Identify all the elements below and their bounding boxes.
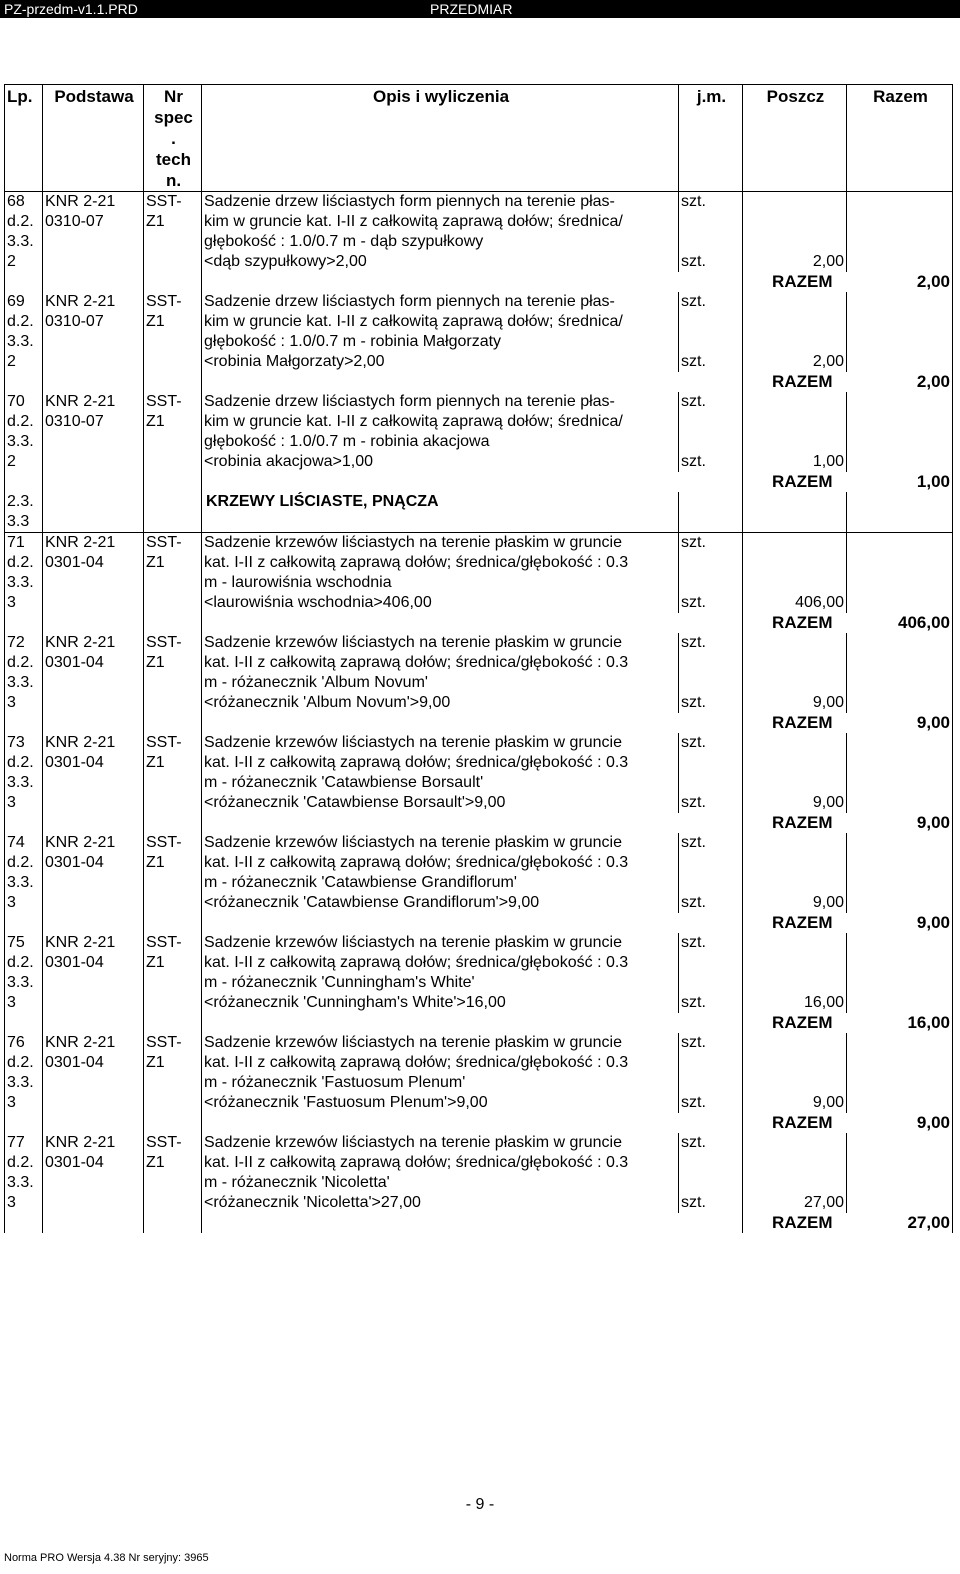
item-qty-empty <box>743 292 847 352</box>
measurement-unit: szt. <box>679 593 743 613</box>
item-spec: SST- Z1 <box>144 633 202 733</box>
file-name: PZ-przedm-v1.1.PRD <box>4 1 138 17</box>
total-spacer <box>679 472 743 492</box>
item-number: 75 d.2. 3.3. 3 <box>5 933 43 1033</box>
measurement-label: <robinia Małgorzaty>2,00 <box>202 352 679 372</box>
item-description: Sadzenie krzewów liściastych na terenie płaskim w gruncie kat. I-II z całkowitą zaprawą dołów; średnica/głębokość : 0.3 m - różanecznik 'Catawbiense Grandiflorum' <box>202 833 679 893</box>
item-number: 72 d.2. 3.3. 3 <box>5 633 43 733</box>
measurement-qty: 2,00 <box>743 352 847 372</box>
software-footer: Norma PRO Wersja 4.38 Nr seryjny: 3965 <box>4 1552 209 1564</box>
total-spacer <box>679 813 743 833</box>
item-qty-empty <box>743 392 847 452</box>
measurement-unit: szt. <box>679 893 743 913</box>
table-row <box>5 733 953 793</box>
item-unit: szt. <box>679 533 743 594</box>
total-spacer <box>202 813 679 833</box>
measurement-unit: szt. <box>679 1093 743 1113</box>
table-body-shrubs <box>5 533 953 1234</box>
measurement-label: <różanecznik 'Cunningham's White'>16,00 <box>202 993 679 1013</box>
total-spacer <box>679 1013 743 1033</box>
measurement-unit: szt. <box>679 693 743 713</box>
measurement-total-empty <box>847 452 953 472</box>
item-description: Sadzenie krzewów liściastych na terenie płaskim w gruncie kat. I-II z całkowitą zaprawą dołów; średnica/głębokość : 0.3 m - różanecznik 'Fastuosum Plenum' <box>202 1033 679 1093</box>
razem-label: RAZEM <box>743 472 847 492</box>
razem-label: RAZEM <box>743 1113 847 1133</box>
item-number: 70 d.2. 3.3. 2 <box>5 392 43 492</box>
item-unit: szt. <box>679 933 743 993</box>
item-spec: SST- Z1 <box>144 733 202 833</box>
table-row <box>5 1033 953 1093</box>
item-spec: SST- Z1 <box>144 1133 202 1233</box>
item-spec: SST- Z1 <box>144 292 202 392</box>
section-empty-base <box>43 492 144 533</box>
item-qty-empty <box>743 533 847 594</box>
item-basis: KNR 2-21 0301-04 <box>43 733 144 833</box>
cost-estimate-table <box>4 84 953 1233</box>
razem-label: RAZEM <box>743 813 847 833</box>
item-unit: szt. <box>679 292 743 352</box>
col-header-unit: j.m. <box>679 85 743 192</box>
measurement-qty: 2,00 <box>743 252 847 272</box>
razem-value: 406,00 <box>847 613 953 633</box>
document-title: PRZEDMIAR <box>430 1 513 17</box>
total-spacer <box>202 1213 679 1233</box>
measurement-qty: 406,00 <box>743 593 847 613</box>
item-qty-empty <box>743 192 847 253</box>
item-spec: SST- Z1 <box>144 392 202 492</box>
measurement-label: <różanecznik 'Catawbiense Borsault'>9,00 <box>202 793 679 813</box>
razem-value: 9,00 <box>847 1113 953 1133</box>
razem-value: 9,00 <box>847 713 953 733</box>
measurement-qty: 9,00 <box>743 693 847 713</box>
table-row <box>5 392 953 452</box>
total-spacer <box>679 372 743 392</box>
item-number: 76 d.2. 3.3. 3 <box>5 1033 43 1133</box>
section-title: KRZEWY LIŚCIASTE, PNĄCZA <box>202 492 679 533</box>
razem-label: RAZEM <box>743 272 847 292</box>
item-basis: KNR 2-21 0310-07 <box>43 292 144 392</box>
total-spacer <box>202 272 679 292</box>
measurement-label: <różanecznik 'Fastuosum Plenum'>9,00 <box>202 1093 679 1113</box>
measurement-label: <różanecznik 'Album Novum'>9,00 <box>202 693 679 713</box>
total-spacer <box>679 713 743 733</box>
total-spacer <box>679 613 743 633</box>
total-spacer <box>202 472 679 492</box>
total-spacer <box>202 613 679 633</box>
item-total-empty <box>847 392 953 452</box>
measurement-unit: szt. <box>679 252 743 272</box>
item-unit: szt. <box>679 192 743 253</box>
item-basis: KNR 2-21 0301-04 <box>43 933 144 1033</box>
total-spacer <box>679 1113 743 1133</box>
measurement-total-empty <box>847 1093 953 1113</box>
table-row <box>5 192 953 253</box>
measurement-total-empty <box>847 593 953 613</box>
measurement-label: <robinia akacjowa>1,00 <box>202 452 679 472</box>
table-body-trees <box>5 192 953 493</box>
total-spacer <box>202 372 679 392</box>
section-empty-spec <box>144 492 202 533</box>
razem-value: 27,00 <box>847 1213 953 1233</box>
measurement-qty: 9,00 <box>743 793 847 813</box>
table-row <box>5 292 953 352</box>
item-total-empty <box>847 292 953 352</box>
item-spec: SST- Z1 <box>144 192 202 293</box>
razem-value: 16,00 <box>847 1013 953 1033</box>
item-total-empty <box>847 933 953 993</box>
col-header-total: Razem <box>847 85 953 192</box>
total-spacer <box>679 272 743 292</box>
item-qty-empty <box>743 633 847 693</box>
table-header-row <box>5 85 953 192</box>
measurement-label: <dąb szypułkowy>2,00 <box>202 252 679 272</box>
page-number: - 9 - <box>465 1496 495 1513</box>
measurement-qty: 27,00 <box>743 1193 847 1213</box>
item-unit: szt. <box>679 392 743 452</box>
measurement-qty: 9,00 <box>743 893 847 913</box>
item-qty-empty <box>743 733 847 793</box>
measurement-qty: 1,00 <box>743 452 847 472</box>
measurement-total-empty <box>847 993 953 1013</box>
item-unit: szt. <box>679 833 743 893</box>
total-spacer <box>202 1113 679 1133</box>
item-description: Sadzenie krzewów liściastych na terenie płaskim w gruncie kat. I-II z całkowitą zaprawą dołów; średnica/głębokość : 0.3 m - laurowiśnia wschodnia <box>202 533 679 594</box>
measurement-qty: 16,00 <box>743 993 847 1013</box>
total-spacer <box>202 713 679 733</box>
item-spec: SST- Z1 <box>144 833 202 933</box>
item-total-empty <box>847 1133 953 1193</box>
item-basis: KNR 2-21 0310-07 <box>43 392 144 492</box>
razem-value: 2,00 <box>847 272 953 292</box>
item-unit: szt. <box>679 1033 743 1093</box>
top-header-bar <box>0 0 960 18</box>
item-basis: KNR 2-21 0301-04 <box>43 1133 144 1233</box>
measurement-total-empty <box>847 893 953 913</box>
measurement-unit: szt. <box>679 793 743 813</box>
col-header-base: Podstawa <box>43 85 144 192</box>
item-number: 73 d.2. 3.3. 3 <box>5 733 43 833</box>
item-qty-empty <box>743 933 847 993</box>
razem-value: 9,00 <box>847 813 953 833</box>
item-number: 74 d.2. 3.3. 3 <box>5 833 43 933</box>
section-empty-qty <box>743 492 847 533</box>
col-header-spec: Nr spec . tech n. <box>144 85 202 192</box>
section-empty-total <box>847 492 953 533</box>
item-description: Sadzenie drzew liściastych form piennych na terenie płas- kim w gruncie kat. I-II z całkowitą zaprawą dołów; średnica/ głębokość : 1.0/0.7 m - robinia Małgorzaty <box>202 292 679 352</box>
item-total-empty <box>847 733 953 793</box>
item-basis: KNR 2-21 0301-04 <box>43 1033 144 1133</box>
item-qty-empty <box>743 1033 847 1093</box>
razem-label: RAZEM <box>743 1213 847 1233</box>
item-total-empty <box>847 192 953 253</box>
razem-value: 1,00 <box>847 472 953 492</box>
table-row <box>5 933 953 993</box>
item-basis: KNR 2-21 0310-07 <box>43 192 144 293</box>
item-number: 68 d.2. 3.3. 2 <box>5 192 43 293</box>
total-spacer <box>202 913 679 933</box>
measurement-label: <różanecznik 'Catawbiense Grandiflorum'>9,00 <box>202 893 679 913</box>
table-row <box>5 833 953 893</box>
total-spacer <box>679 1213 743 1233</box>
section-row <box>5 492 953 533</box>
table-row <box>5 1133 953 1193</box>
razem-label: RAZEM <box>743 713 847 733</box>
item-number: 69 d.2. 3.3. 2 <box>5 292 43 392</box>
col-header-lp: Lp. <box>5 85 43 192</box>
item-description: Sadzenie krzewów liściastych na terenie płaskim w gruncie kat. I-II z całkowitą zaprawą dołów; średnica/głębokość : 0.3 m - różanecznik 'Catawbiense Borsault' <box>202 733 679 793</box>
measurement-total-empty <box>847 793 953 813</box>
item-basis: KNR 2-21 0301-04 <box>43 533 144 634</box>
razem-label: RAZEM <box>743 613 847 633</box>
measurement-unit: szt. <box>679 993 743 1013</box>
table-row <box>5 533 953 594</box>
item-spec: SST- Z1 <box>144 933 202 1033</box>
measurement-total-empty <box>847 1193 953 1213</box>
item-qty-empty <box>743 1133 847 1193</box>
item-spec: SST- Z1 <box>144 1033 202 1133</box>
razem-value: 2,00 <box>847 372 953 392</box>
item-total-empty <box>847 1033 953 1093</box>
item-number: 71 d.2. 3.3. 3 <box>5 533 43 634</box>
item-qty-empty <box>743 833 847 893</box>
measurement-total-empty <box>847 252 953 272</box>
measurement-qty: 9,00 <box>743 1093 847 1113</box>
item-description: Sadzenie drzew liściastych form piennych na terenie płas- kim w gruncie kat. I-II z całkowitą zaprawą dołów; średnica/ głębokość : 1.0/0.7 m - robinia akacjowa <box>202 392 679 452</box>
section-empty-unit <box>679 492 743 533</box>
section-row-group <box>5 492 953 533</box>
item-spec: SST- Z1 <box>144 533 202 634</box>
item-unit: szt. <box>679 733 743 793</box>
item-description: Sadzenie krzewów liściastych na terenie płaskim w gruncie kat. I-II z całkowitą zaprawą dołów; średnica/głębokość : 0.3 m - różanecznik 'Album Novum' <box>202 633 679 693</box>
total-spacer <box>202 1013 679 1033</box>
col-header-qty: Poszcz <box>743 85 847 192</box>
item-total-empty <box>847 633 953 693</box>
measurement-label: <różanecznik 'Nicoletta'>27,00 <box>202 1193 679 1213</box>
measurement-total-empty <box>847 693 953 713</box>
razem-label: RAZEM <box>743 913 847 933</box>
item-basis: KNR 2-21 0301-04 <box>43 633 144 733</box>
razem-value: 9,00 <box>847 913 953 933</box>
item-total-empty <box>847 833 953 893</box>
measurement-label: <laurowiśnia wschodnia>406,00 <box>202 593 679 613</box>
razem-label: RAZEM <box>743 372 847 392</box>
total-spacer <box>679 913 743 933</box>
measurement-total-empty <box>847 352 953 372</box>
item-description: Sadzenie krzewów liściastych na terenie płaskim w gruncie kat. I-II z całkowitą zaprawą dołów; średnica/głębokość : 0.3 m - różanecznik 'Cunningham's White' <box>202 933 679 993</box>
razem-label: RAZEM <box>743 1013 847 1033</box>
item-description: Sadzenie krzewów liściastych na terenie płaskim w gruncie kat. I-II z całkowitą zaprawą dołów; średnica/głębokość : 0.3 m - różanecznik 'Nicoletta' <box>202 1133 679 1193</box>
item-unit: szt. <box>679 633 743 693</box>
item-total-empty <box>847 533 953 594</box>
measurement-unit: szt. <box>679 452 743 472</box>
item-unit: szt. <box>679 1133 743 1193</box>
item-basis: KNR 2-21 0301-04 <box>43 833 144 933</box>
item-description: Sadzenie drzew liściastych form piennych na terenie płas- kim w gruncie kat. I-II z całkowitą zaprawą dołów; średnica/ głębokość : 1.0/0.7 m - dąb szypułkowy <box>202 192 679 253</box>
item-number: 77 d.2. 3.3. 3 <box>5 1133 43 1233</box>
measurement-unit: szt. <box>679 1193 743 1213</box>
section-number: 2.3. 3.3 <box>5 492 43 533</box>
measurement-unit: szt. <box>679 352 743 372</box>
table-row <box>5 633 953 693</box>
col-header-desc: Opis i wyliczenia <box>202 85 679 192</box>
